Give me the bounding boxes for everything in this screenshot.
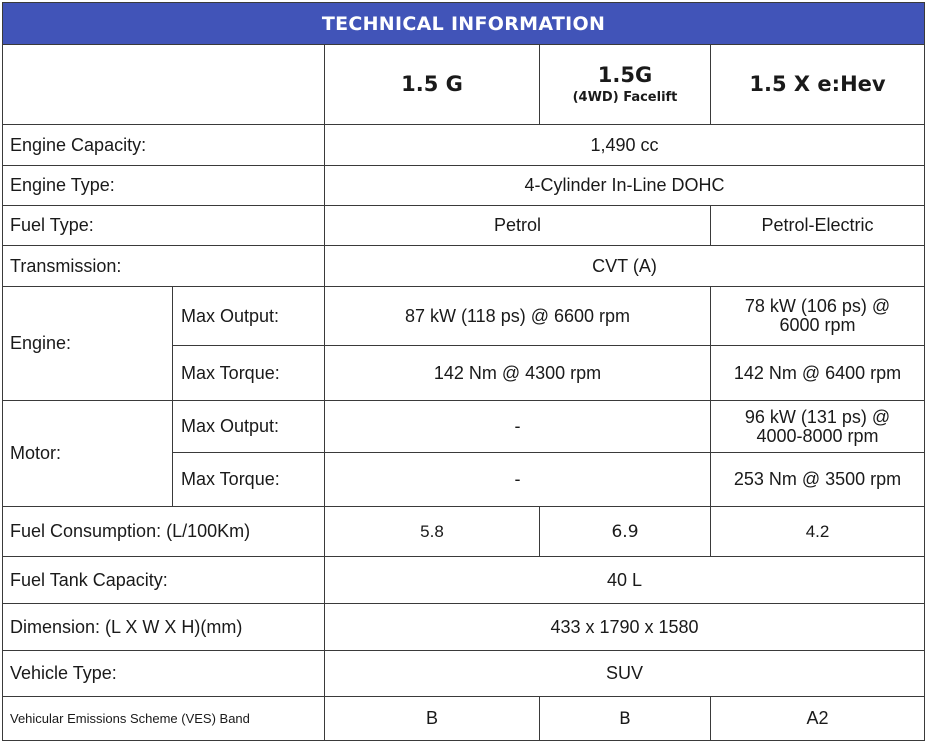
- row-value: 5.8: [325, 507, 540, 557]
- value-line: 6000 rpm: [779, 315, 856, 335]
- value-line: 78 kW (106 ps) @: [744, 296, 891, 317]
- row-value: 4.2: [711, 507, 925, 557]
- row-value: 40 L: [325, 557, 925, 604]
- row-value: B: [325, 697, 540, 741]
- row-value: 1,490 cc: [325, 125, 925, 166]
- row-value: 253 Nm @ 3500 rpm: [711, 453, 925, 507]
- sub-label: Max Output:: [173, 401, 325, 453]
- row-label: Dimension: (L X W X H)(mm): [3, 604, 325, 651]
- model-name: 1.5 X e:Hev: [749, 72, 886, 97]
- group-label-motor: Motor:: [3, 401, 173, 507]
- row-value: A2: [711, 697, 925, 741]
- row-value: [711, 287, 925, 346]
- table-title: TECHNICAL INFORMATION: [3, 3, 925, 45]
- row-value: [711, 401, 925, 453]
- row-value: B: [540, 697, 711, 741]
- technical-info-sheet: [2, 2, 924, 745]
- row-label: Fuel Tank Capacity:: [3, 557, 325, 604]
- row-value: -: [325, 453, 711, 507]
- sub-label: Max Torque:: [173, 453, 325, 507]
- model-header-1-5-x-ehev: [711, 45, 925, 125]
- table-row: [3, 697, 925, 741]
- table-row: [3, 557, 925, 604]
- row-value: 142 Nm @ 4300 rpm: [325, 346, 711, 401]
- row-label: Transmission:: [3, 246, 325, 287]
- row-label: Engine Type:: [3, 166, 325, 206]
- row-label: Fuel Type:: [3, 206, 325, 246]
- table-row: [3, 246, 925, 287]
- spec-table: [2, 2, 925, 741]
- row-value: Petrol-Electric: [711, 206, 925, 246]
- row-value: 4-Cylinder In-Line DOHC: [325, 166, 925, 206]
- group-label-engine: Engine:: [3, 287, 173, 401]
- table-row: [3, 166, 925, 206]
- model-header-1-5g-4wd: [540, 45, 711, 125]
- row-value: Petrol: [325, 206, 711, 246]
- row-label: Engine Capacity:: [3, 125, 325, 166]
- table-row: [3, 125, 925, 166]
- row-value: 433 x 1790 x 1580: [325, 604, 925, 651]
- table-row: [3, 651, 925, 697]
- sub-label: Max Torque:: [173, 346, 325, 401]
- sub-label: Max Output:: [173, 287, 325, 346]
- row-value: 142 Nm @ 6400 rpm: [711, 346, 925, 401]
- header-blank-cell: [3, 45, 325, 125]
- table-row: [3, 206, 925, 246]
- model-header-1-5-g: [325, 45, 540, 125]
- table-row: [3, 507, 925, 557]
- table-row: [3, 287, 925, 346]
- table-row: [3, 604, 925, 651]
- row-value: 6.9: [540, 507, 711, 557]
- model-subtitle: (4WD) Facelift: [572, 89, 678, 105]
- row-label: Fuel Consumption: (L/100Km): [3, 507, 325, 557]
- row-label: Vehicular Emissions Scheme (VES) Band: [3, 697, 325, 741]
- row-value: CVT (A): [325, 246, 925, 287]
- row-label: Vehicle Type:: [3, 651, 325, 697]
- table-row: [3, 401, 925, 453]
- model-name: 1.5 G: [401, 72, 463, 97]
- value-line: 4000-8000 rpm: [756, 425, 879, 446]
- row-value: 87 kW (118 ps) @ 6600 rpm: [325, 287, 711, 346]
- model-name: 1.5G: [597, 63, 653, 88]
- row-value: -: [325, 401, 711, 453]
- value-line: 96 kW (131 ps) @: [744, 406, 891, 427]
- row-value: SUV: [325, 651, 925, 697]
